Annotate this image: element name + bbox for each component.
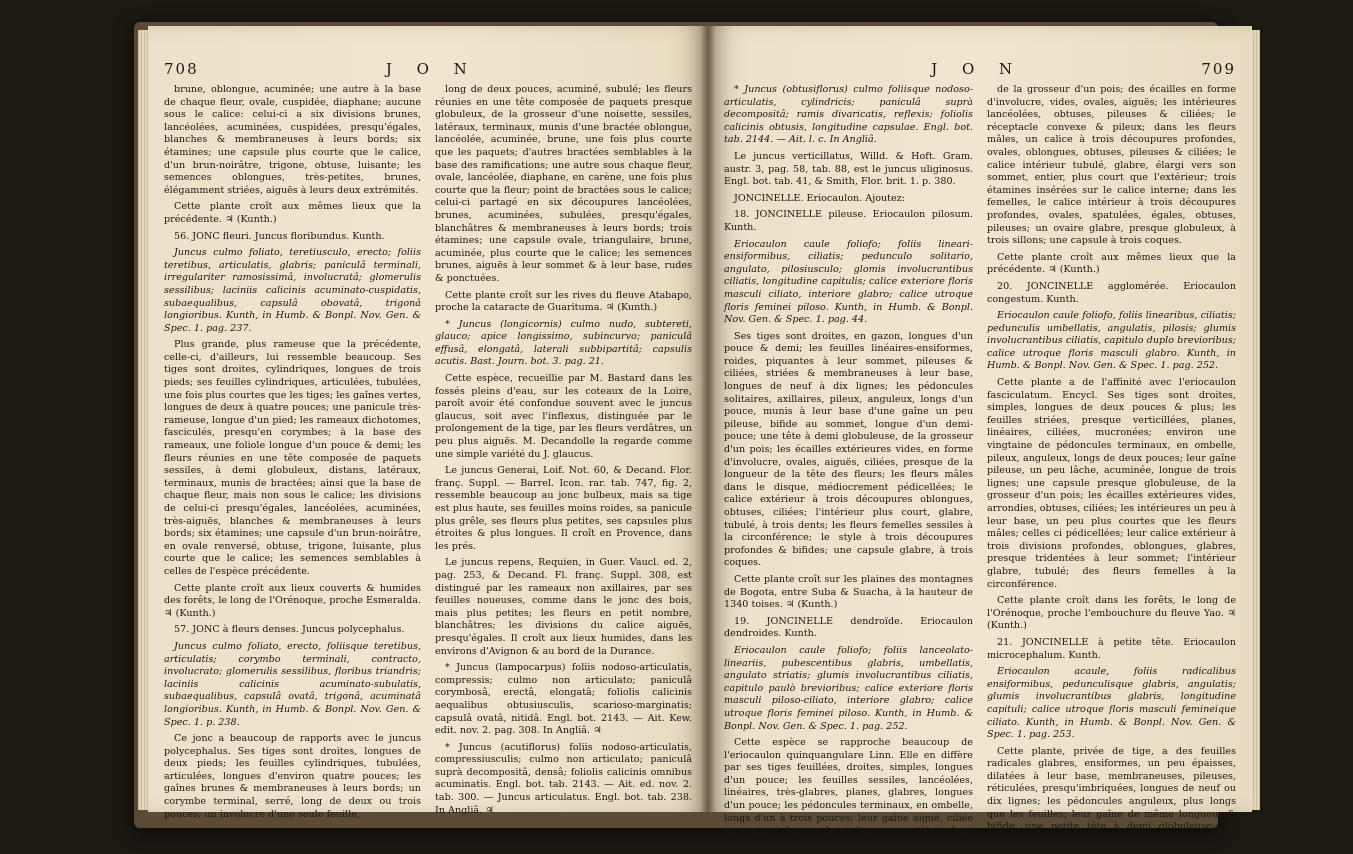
paragraph: Plus grande, plus rameuse que la précédente, celle-ci, d'ailleurs, lui ressemble beaucoup. Ses tiges sont droites, cylindriques, longues de trois pieds; ses feuilles cylindriques, articulées, tubulées, une fois plus courtes que les tiges; les gaînes vertes, longues de deux à quatre pouces; une panicule très-rameuse, longue d'un pied; les rameaux dichotomes, fasciculés, presqu'en corymbes; à la base des rameaux, une foliole longue d'un pouce & demi; les fleurs réunies en une tête composée de paquets sessiles, à demi globuleux, distans, latéraux, terminaux, munis de bractées; ainsi que la base de chaque fleur, mais non sous le calice; les divisions de celui-ci presqu'égales, lancéolées, acuminées, très-aiguës, blanches & membraneuses à leurs bords; six étamines; une capsule d'un brun-noirâtre, en ovale renversé, obtuse, trigone, luisante, plus courte que le calice; les semences semblables à celles de l'espèce précédente. [164, 339, 421, 577]
paragraph: Eriocaulon caule foliofo; foliis lineari-ensiformibus, ciliatis; pedunculo solitario, angulato, pilosiusculo; glomis involucrantibus ciliatis, longitudine capitulis; calice exteriore floris masculi ciliato, interiore glabro; calice utroque floris feminei piloso. Kunth, in Humb. & Bonpl. Nov. Gen. & Spec. 1. pag. 44. [724, 238, 973, 326]
paragraph: Cette plante croît aux mêmes lieux que la précédente. ♃ (Kunth.) [164, 201, 421, 225]
left-head-word: J O N [385, 60, 477, 78]
paragraph: Cette plante croît aux lieux couverts & humides des forêts, le long de l'Orénoque, proche Esmeralda. ♃ (Kunth.) [164, 582, 421, 619]
book-gutter [700, 26, 716, 812]
left-column-2 [435, 84, 692, 825]
left-column-1 [164, 84, 421, 825]
paragraph: de la grosseur d'un pois; des écailles en forme d'involucre, vides, ovales, aiguës; les intérieures lancéolées, obtuses, pileuses & ciliées; le réceptacle convexe & pileux; dans les fleurs mâles, un calice à trois découpures profondes, ovales, oblongues, obtuses, pileuses & ciliées; le calice intérieur tubulé, glabre, élargi vers son sommet, entier, plus court que l'extérieur; trois étamines insérées sur le calice interne; dans les femelles, le calice intérieur à trois découpures profondes, ovales, spatulées, égales, obtuses, pileuses; un ovaire glabre, presque globuleux, à trois sillons; une capsule à trois coques. [987, 84, 1236, 247]
right-head-word: J O N [931, 60, 1023, 78]
paragraph: Juncus culmo foliato, teretiusculo, erecto; foliis teretibus, articulatis, glabris; paniculâ terminali, irregulariter ramosissimâ, involucratâ; glomerulis sessilibus; laciniis calicinis acuminato-cuspidatis, subaequalibus, capsulâ obovatâ, trigonâ longioribus. Kunth, in Humb. & Bonpl. Nov. Gen. & Spec. 1. pag. 237. [164, 247, 421, 334]
paragraph: 18. JONCINELLE pileuse. Eriocaulon pilosum. Kunth. [724, 209, 973, 233]
right-column-1 [724, 84, 973, 854]
right-page-number: 709 [1201, 60, 1236, 78]
right-column-2 [987, 84, 1236, 854]
paragraph: Le juncus repens, Requien, in Guer. Vaucl. ed. 2, pag. 253, & Decand. Fl. franç. Suppl. 308, est distingué par les rameaux non axillaires, par ses feuilles noueuses, comme dans le jonc des bois, mais plus petites; les fleurs en petit nombre, blanchâtres; les divisions du calice aiguës, presqu'égales. Il croît aux lieux humides, dans les environs d'Avignon & au bord de la Durance. [435, 557, 692, 657]
paragraph: Cette espèce se rapproche beaucoup de l'eriocaulon quinquangulare Linn. Elle en diffère par ses tiges feuillées, droites, simples, longues d'un pouce; les feuilles sessiles, lancéolées, linéaires, très-glabres, planes, glabres, longues d'un pouce; les pédoncules terminaux, en ombelle, longs d'un à trois pouces; leur gaîne aiguë, ciliée au sommet, longue de six lignes; une tête à demi globuleuse, [724, 737, 973, 849]
paragraph: Ses tiges sont droites, en gazon, longues d'un pouce & demi; les feuilles linéaires-ensiformes, roides, piquantes à leur sommet, pileuses & ciliées, striées & membraneuses à leur base, longues de neuf à dix lignes; les pédoncules solitaires, axillaires, pileux, anguleux, longs d'un pouce, munis à leur base d'une gaîne un peu pileuse, bifide au sommet, longue d'un demi-pouce; une tête à demi globuleuse, de la grosseur d'un pois; les écailles extérieures vides, en forme d'involucre, ovales, aiguës, ciliées, presque de la longueur de la tête des fleurs; les fleurs mâles dans le disque, médiocrement pédicellées; le calice extérieur à trois découpures oblongues, obtuses, ciliées; l'intérieur plus court, glabre, tubulé, à trois dents; les fleurs femelles sessiles à la circonférence; le style à trois découpures profondes & bifides; une capsule glabre, à trois coques. [724, 330, 973, 569]
paragraph: 57. JONC à fleurs denses. Juncus polycephalus. [174, 624, 405, 636]
paragraph: Eriocaulon caule foliofo, foliis linearibus, ciliatis; pedunculis umbellatis, angulatis, pilosis; glumis involucrantibus ciliatis, capitulo duplo brevioribus; calice utroque floris masculi glabro. Kunth, in Humb. & Bonpl. Nov. Gen. & Spec. 1. pag. 252. [987, 310, 1236, 372]
paragraph: Cette plante, privée de tige, a des feuilles radicales glabres, ensiformes, un peu épaisses, dilatées à leur base, membraneuses, pileuses, réticulées, presqu'imbriquées, longues de neuf ou dix lignes; les pédoncules anguleux, plus longs que les feuilles; leur gaîne de même longueur & bifide; une petite tête à demi globuleuse; les écailles extérieures glabres, blanchâtres, ovales, [987, 745, 1236, 845]
paragraph: Cette plante croît sur les rives du fleuve Atabapo, proche la cataracte de Guarituma. ♃ (Kunth.) [435, 289, 692, 314]
right-running-head [724, 60, 1236, 78]
paragraph: Cette plante croît sur les plaines des montagnes de Bogota, entre Suba & Suacha, à la hauteur de 1340 toises. ♃ (Kunth.) [724, 573, 973, 611]
paragraph: Cette plante a de l'affinité avec l'eriocaulon fasciculatum. Encycl. Ses tiges sont droites, simples, longues de deux pouces & plus; les feuilles striées, presque verticillées, planes, linéaires, ciliées, mucronées; environ une vingtaine de pédoncules terminaux, en ombelle, pileux, anguleux, longs de deux pouces; leur gaîne pileuse, un peu lâche, acuminée, longue de trois lignes; une capsule presque globuleuse, de la grosseur d'un pois; les écailles extérieures vides, arrondies, obtuses, ciliées; les intérieures un peu à leur base, un peu plus courtes que les fleurs mâles; celles ci pédicellées; leur calice extérieur à trois divisions profondes, oblongues, glabres, presque tridentées à leur sommet; l'intérieur glabre, tubulé; des fleurs femelles à la circonférence. [987, 377, 1236, 590]
paragraph: * Juncus (lampocarpus) foliis nodoso-articulatis, compressis; culmo non articulato; paniculâ corymbosâ, erectâ, elongatâ; foliolis calicinis aequalibus obtusiusculis, scarioso-marginatis; capsulâ ovatâ, nitidâ. Engl. bot. 2143. — Ait. Kew. edit. nov. 2. pag. 308. In Angliâ. ♃ [435, 662, 692, 737]
paragraph: 56. JONC fleuri. Juncus floribundus. Kunth. [174, 230, 385, 242]
paragraph: Ce jonc a beaucoup de rapports avec le juncus polycephalus. Ses tiges sont droites, longues de deux pieds; les feuilles cylindriques, tubulées, articulées, longues d'environ quatre pouces; les gaînes brunes & membraneuses à leurs bords; un corymbe terminal, serré, long de deux ou trois pouces; un involucre d'une seule feuille, [164, 733, 421, 820]
paragraph: Eriocaulon caule foliofo; foliis lanceolato-lineariis, pubescentibus glabris, umbellatis, angulato striatis; glumis involucrantibus ciliatis, capitulo paulò brevioribus; calice exteriore floris masculi piloso-ciliato, interiore glabro; calice utroque floris feminei piloso. Kunth, in Humb. & Bonpl. Nov. Gen. & Spec. 1. pag. 252. [724, 644, 973, 732]
paragraph: * Juncus (acutiflorus) foliis nodoso-articulatis, compressiusculis; culmo non articulato; paniculâ suprà decompositâ, densâ; foliolis calicinis omnibus acuminatis. Engl. bot. tab. 2143. — Ait. ed. nov. 2. tab. 300. — Juncus articulatus. Engl. bot. tab. 238. In Angliâ. ♃ [435, 741, 692, 816]
paragraph: * Juncus (longicornis) culmo nudo, subtereti, glauco; apice longissimo, subincurvo; paniculâ effusâ, elongatâ, laterali subbipartitâ; capsulis acutis. Bast. Journ. bot. 3. pag. 21. [435, 318, 692, 368]
paragraph: Cette plante croît aux mêmes lieux que la précédente. ♃ (Kunth.) [987, 251, 1236, 276]
paragraph: Le juncus verticillatus, Willd. & Hoft. Gram. austr. 3, pag. 58, tab. 88, est le juncus uliginosus. Engl. bot. tab. 41, & Smith, Flor. brit. 1. p. 380. [724, 150, 973, 188]
paragraph: * Juncus (obtusiflorus) culmo foliisque nodoso-articulatis, cylindricis; paniculâ suprà decompositâ; ramis divaricatis, reflexis; foliolis calicinis obtusis, longitudine capsulae. Engl. bot. tab. 2144. — Ait. l. c. In Angliâ. [724, 84, 973, 146]
paragraph: JONCINELLE. Eriocaulon. Ajoutez: [734, 192, 905, 204]
paragraph: 21. JONCINELLE à petite tête. Eriocaulon microcephalum. Kunth. [987, 636, 1236, 661]
paragraph: 20. JONCINELLE agglomérée. Eriocaulon congestum. Kunth. [987, 280, 1236, 305]
paragraph: Cette plante croît dans les forêts, le long de l'Orénoque, proche l'embouchure du fleuve Yao. ♃ (Kunth.) [987, 595, 1236, 632]
left-page-number: 708 [164, 60, 199, 78]
paragraph: long de deux pouces, acuminé, subulé; les fleurs réunies en une tête composée de paquets presque globuleux, de la grosseur d'une noisette, sessiles, latéraux, terminaux, munis d'une bractée oblongue, lancéolée, acuminée, brune, une fois plus courte que les paquets; d'autres bractées semblables à la base des ramifications; une autre sous chaque fleur, ovale, lancéolée, diaphane, en carène, une fois plus courte que la fleur; point de bractées sous le calice; celui-ci partagé en six découpures lancéolées, brunes, acuminées, subulées, presqu'égales, blanchâtres & membraneuses à leurs bords; trois étamines; une capsule ovale, triangulaire, brune, acuminée, plus courte que le calice; les semences brunes, aiguës à leur sommet & à leur base, rudes & ponctuées. [435, 84, 692, 284]
paragraph: brune, oblongue, acuminée; une autre à la base de chaque fleur, ovale, cuspidée, diaphane; aucune sous le calice: celui-ci a six divisions brunes, lancéolées, acuminées, cuspidées, presqu'égales, blanches & membraneuses à leurs bords; six étamines; une capsule plus courte que le calice, d'un brun-noirâtre, trigone, obtuse, luisante; les semences oblongues, très-petites, brunes, élégamment striées, aiguës à leurs deux extrémités. [164, 84, 421, 196]
left-page [148, 26, 708, 820]
paragraph: Juncus culmo foliato, erecto, foliisque teretibus, articulatis; corymbo terminali, contracto, involucrato; glomerulis sessilibus, floribus triandris; laciniis calicinis acuminato-subulatis, subaequalibus, capsulâ ovatâ, trigonâ, acuminatâ longioribus. Kunth, in Humb. & Bonpl. Nov. Gen. & Spec. 1. p. 238. [164, 640, 421, 728]
paragraph: Le juncus Generai, Loif. Not. 60, & Decand. Flor. franç. Suppl. — Barrel. Icon. rar. tab. 747, fig. 2, ressemble beaucoup au jonc bulbeux, mais sa tige est plus haute, ses feuilles moins roides, sa panicule plus grêle, ses fleurs plus petites, ses capsules plus étroites & plus longues. Il croît en Provence, dans les prés. [435, 465, 692, 552]
paragraph: Cette espèce, recueillie par M. Bastard dans les fossés pleins d'eau, sur les coteaux de la Loire, paroît avoir été confondue souvent avec le juncus glaucus, soit avec l'inflexus, distinguée par le prolongement de la tige, par les fleurs verdâtres, un peu plus aiguës. M. Decandolle la regarde comme une simple variété du J. glaucus. [435, 373, 692, 460]
left-running-head [164, 60, 692, 78]
right-page [708, 26, 1252, 849]
paragraph: Eriocaulon acaule, foliis radicalibus ensiformibus, pedunculisque glabris, angulatis; glumis involucrantibus glabris, longitudine capituli; calice utroque floris masculi femineique ciliato. Kunth, in Humb. & Bonpl. Nov. Gen. & Spec. 1. pag. 253. [987, 666, 1236, 741]
paragraph: 19. JONCINELLE dendroïde. Eriocaulon dendroides. Kunth. [724, 615, 973, 640]
